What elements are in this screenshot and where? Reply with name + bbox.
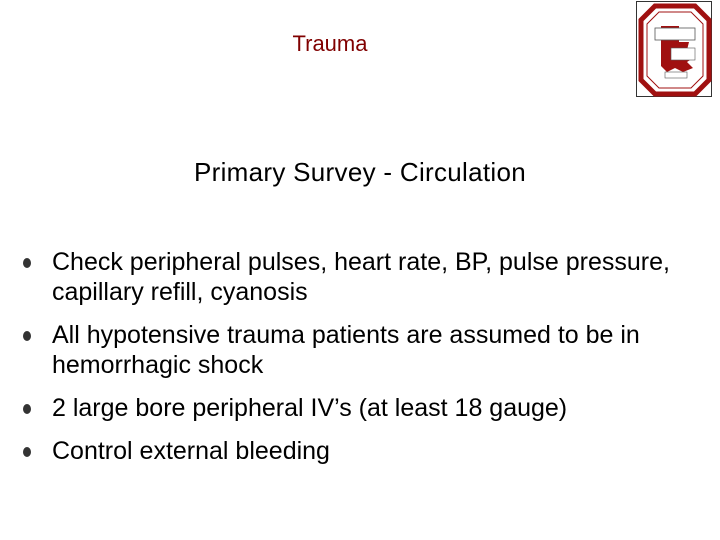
bullet-text: All hypotensive trauma patients are assumed to be in hemorrhagic shock (52, 321, 640, 379)
charity-hospital-logo-graphic (637, 2, 713, 98)
bullet-item (32, 436, 712, 466)
charity-hospital-logo (636, 1, 712, 97)
bullet-icon (23, 404, 31, 414)
bullet-item (32, 393, 712, 423)
slide-subtitle: Primary Survey - Circulation (193, 157, 527, 187)
bullet-icon (23, 258, 31, 268)
bullet-icon (23, 331, 31, 341)
bullet-icon (23, 447, 31, 457)
bullet-text: Check peripheral pulses, heart rate, BP, pulse pressure, capillary refill, cyanosis (52, 248, 670, 306)
bullet-text: Control external bleeding (52, 437, 330, 465)
bullet-item (32, 247, 712, 307)
bullet-item (32, 320, 712, 380)
bullet-list (32, 247, 712, 479)
header-title: Trauma (292, 31, 368, 56)
bullet-text: 2 large bore peripheral IV’s (at least 18 gauge) (52, 394, 568, 422)
